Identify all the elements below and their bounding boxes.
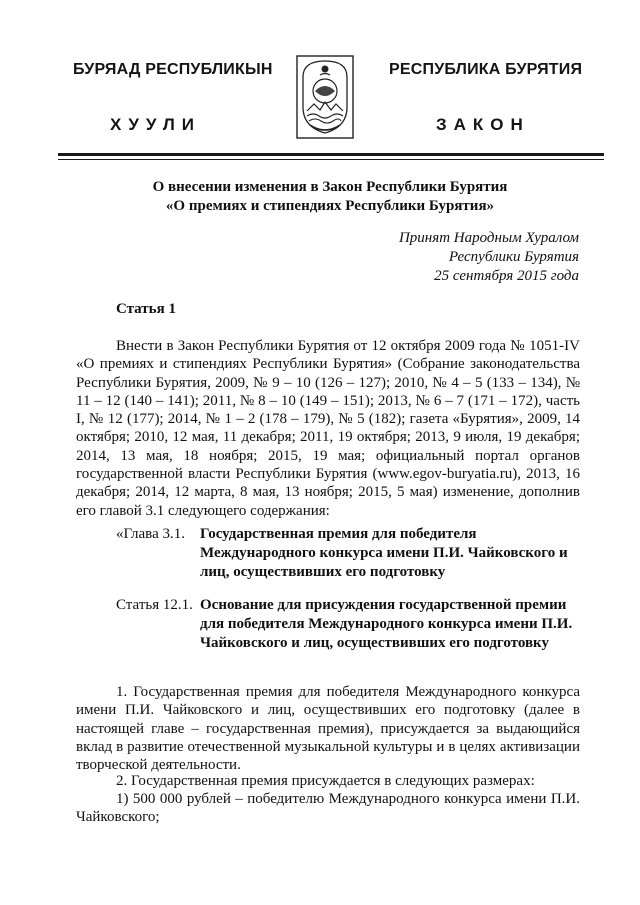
header-divider-thick (58, 153, 604, 156)
document-title-line2: «О премиях и стипендиях Республики Бурятия» (165, 198, 495, 214)
article-paragraph-3: 2. Государственная премия присуждается в следующих размерах: (116, 773, 535, 789)
adoption-note-line1: Принят Народным Хуралом (398, 230, 579, 246)
header-left-subtitle: ХУУЛИ (110, 115, 201, 134)
article-paragraph-2: 1. Государственная премия для победителя Международного конкурса имени П.И. Чайковского и лиц, осуществивших его подготовку (далее в настоящей главе – государственная премия), присуждается за выдающийся вклад в развитие отечественной музыкальной культуры и в целях активизации творческой деятельности. (76, 684, 580, 774)
coat-of-arms-icon (296, 55, 354, 139)
article-12-1-label: Статья 12.1. (116, 597, 193, 613)
header-right-title: РЕСПУБЛИКА БУРЯТИЯ (389, 61, 583, 78)
document-title (60, 178, 600, 216)
chapter-title: Государственная премия для победителя Международного конкурса имени П.И. Чайковского и лиц, осуществивших его подготовку (200, 526, 568, 580)
header-left-title: БУРЯАД РЕСПУБЛИКЫН (73, 61, 273, 78)
document-title-line1: О внесении изменения в Закон Республики Бурятия (152, 179, 508, 195)
adoption-date: 25 сентября 2015 года (434, 268, 579, 284)
article-paragraph-4: 1) 500 000 рублей – победителю Международного конкурса имени П.И. Чайковского; (76, 791, 580, 826)
header-divider-thin (58, 159, 604, 160)
article-heading: Статья 1 (116, 301, 176, 317)
chapter-label: «Глава 3.1. (116, 526, 185, 542)
article-paragraph-1: Внести в Закон Республики Бурятия от 12 октября 2009 года № 1051-IV «О премиях и стипендиях Республики Бурятия» (Собрание законодательства Республики Бурятия, 2009, № 9 – 10 (126 – 127); 2010, № 4 – 5 (133 – 134), № 11 – 12 (140 – 141); 2011, № 8 – 10 (149 – 151); 2013, № 6 – 7 (171 – 172), часть I, № 12 (177); 2014, № 1 – 2 (178 – 179), № 5 (182); газета «Бурятия», 2009, 14 октября; 2010, 12 мая, 11 декабря; 2011, 19 октября; 2013, 9 июля, 19 декабря; 2014, 13 мая, 18 ноября; 2015, 19 мая; официальный портал органов государственной власти Республики Бурятия (www.egov-buryatia.ru), 2013, 16 декабря; 2014, 12 марта, 8 мая, 13 ноября; 2015, 5 мая) изменение, дополнив его главой 3.1 следующего содержания: (76, 338, 580, 519)
article-12-1-title: Основание для присуждения государственной премии для победителя Международного конкурса имени П.И. Чайковского и лиц, осуществивших его подготовку (200, 597, 573, 651)
adoption-note (340, 229, 579, 286)
header-right-subtitle: ЗАКОН (436, 115, 530, 134)
adoption-note-line2: Республики Бурятия (448, 249, 579, 265)
